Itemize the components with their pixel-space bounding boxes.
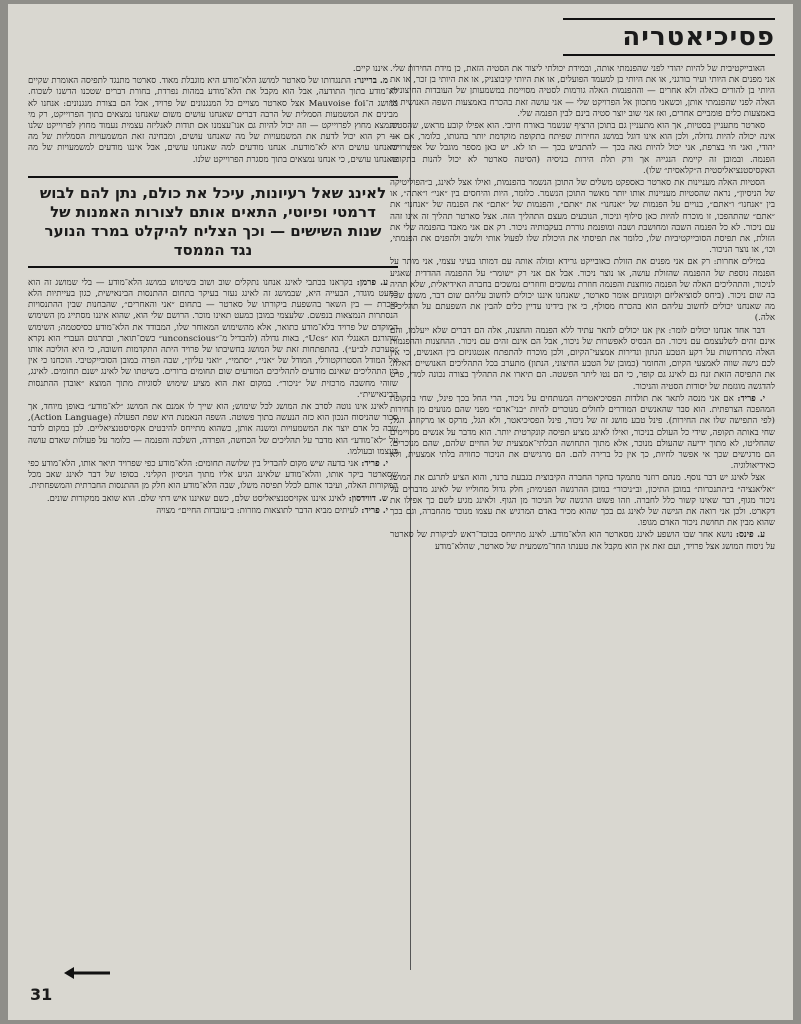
- article-paragraph: [390, 64, 775, 120]
- speaker-name: מ. בריינר:: [353, 76, 389, 87]
- article-paragraph: [390, 473, 775, 529]
- article-paragraph: [28, 402, 398, 458]
- paragraph-text: לעיתים מביא הדבר לתוצאות מוזרות: ב״עובדות החיים״ מצויה: [156, 505, 359, 516]
- article-paragraph: [390, 530, 775, 552]
- speaker-name: ש. דווידסון:: [348, 493, 388, 504]
- paragraph-text: אצל לאינג יש דבר נוסף. מנהם רוזנר מתמקד בחקר החברה הקיבוצית בגבעת ברנר, והוא הציע לתרגם את המושג ״אליאנציה״ ב״התנכרות״ במובן התיכון, וב״ניכור״ במובן ההרגשה הפנימית; חלק גדול מחולייו של לאינג מדברים על ניכור מגוף, דבר שאינו קשור כלל לחברה. וזהו פשוט הרגשה של הניכור מן הגוף. ולאינג מגיע לשם כך אפילו את דקארט. ולכן אני רואה את הגישה של לאינג גם בכך שהוא מכיר באדם המרגיש את עצמו מנוכר מהחברה, וגם בכך שהוא מבין את תחושת ניכור האדם מגופו.: [390, 473, 775, 529]
- paragraph-text: אני בדעה שיש מקום להבדיל בין שלושה תחומים: הלא־מודע כפי שפרויד תיאר אותו, הלא־מודע כפי שסארטר ביקר אותו, והלא־מודע שלאינג הגיע אליו מתוך הניסיון הקליני. בסופו של דבר לאינג שאב מכל המקורות האלה, ועיבד אותם לכלל תפיסה משלו, שבה הלא־מודע הוא חלק מן ההתנסות החברתית והמשפחתית.: [28, 459, 398, 492]
- left-column-top: [28, 64, 398, 166]
- article-paragraph: [390, 394, 775, 472]
- paragraph-text: האובייקטיבית של להיות יהודי לפני שהפנמתי אותה, ובמידת יכולתי ליצור את הסטיה הזאת, כן מידת החירות שלי. אני מפנים את היותי ועיר בורגני, או את היותי בן למעמד הפועלים, או את היותי קיבוצניק, או את היותי בן זכר, או את היותי בן להורים כאלה ולא אחרים — וההפנמות האלה גורמות לסטיה מסויימת במשמעותן של העובדות החיצוניות האלה לפני שהפנמתי אותן, וכשאני מתכוון אל הפרויקט שלי — אני עושה זאת בהכרח באמצעות השפה האנושית או באמצעות כלים פומביים אחרים, ואז אני שוב יוצר סטיה בינם לבין הפנמה שלי.: [390, 64, 775, 119]
- article-paragraph: [390, 178, 775, 256]
- article-paragraph: [28, 459, 398, 493]
- left-column: [28, 64, 398, 970]
- speaker-name: י. פריד:: [737, 393, 765, 404]
- paragraph-text: בקראנו בכתבי לאינג אנחנו נתקלים שוב ושוב בשימוש במושג הלא־מודע — בלי שמושג זה הוא כמעט מוגדר, הבעייה היא, שבמושג זה לאינג נעזר בעיקר בתחום ההתנסות הבינאישית, כגון בעייתיות הלא מוכרת — בין השאר בהשפעת ביקורתו של סארטר — בתחום ״אני והאחרים״, שהבחנות שבין ההתנסויות הנסתרות הנמצאות בנפשם. שלעצמי במובן כמעט תאינו מוכר. הרושם שלי הוא, שהוא איננו מסתייג מן השימוש המוקדם של פרויד בלא־מודע כתואר, אלא מהשימוש המאוחר שלו, המבודד את הלא־מודע כסיסטמה; השימוש שהורגם האנגלי הוא ״Ucs״, באות גדולה (להבדיל מ־״unconscious״ כשם־תואר, ובתרגום העברי הוא נקרא ״מערכת לב״ע״). בהתפתחות זאת של המושג בחשיבתו של פרויד היתה התקדמות חשובה, כי היא הוליכה אותו אל המודל הסטרוקטורלי, המודל של ״אני״, ״סתמי״, ״ואני עליון״, שבה הפרה במובן הסובייקטיבי. הוכחנו כי אין בין התהליכים שאינם מודעים לתהליכים המודעים שום תחומים ברורים. בשיטתו של לאינג ישנם תחומים. לאינג, שזוהי מחשבה מרכזית של ״ניכור״. במקום זאת הוא מציע שימוש לסוגיות מתוך המוצא ״אובדן ההתנסות הבינאישית״.: [28, 277, 398, 400]
- paragraph-text: איננו קיים.: [352, 64, 388, 74]
- speaker-name: י. פריד:: [361, 459, 389, 470]
- section-title: פסיכיאטריה: [622, 22, 775, 52]
- paragraph-text: התנגדותו של סארטר למושג הלא־מודע היא מוגבלת מאוד. סארטר מתנגד לתפיסה האומרת שקיים לא־מודע בתוך התודעה, אבל הוא מקבל את הלא־מודע במהות נפרדת, בחורת דברים שטכנו הדשנו לשכוח. במושג ה־Mauvoise foi אצל סארטר מצויים כל המנגנונים של פרויד, אבל הם בצורת מנגנונים: אנחנו לא מבינים את המשמעות הסמלית של הרבה דברים שאנחנו עושים משום שאנחנו נמצאים בתוך הפרוייקט, רק מי שנמצא מחוץ לפרוייקט — וזה יכול להיות גם אנו־עצמנו אם תודות לאנליזה עצמית נעמוד מחוץ לפרוייקט שלנו — רק הוא יכול לדעת את המשמעויות של מה שאנחנו עושים, ומבחינה זאת המשמעויות הסמליות של מה שאנחנו עושים היא לא־מודעת. אנחנו מודעים למה שאנחנו עושים, אבל איננו מודעים למשמעויות של מה שאנחנו עושים, כי אנחנו נמצאים בתוך מסגרת הפרוייקט שלנו.: [28, 76, 398, 165]
- paragraph-text: במילים אחרות: רק אם אני מפנים את הזולת כאובייקט גרידא ומולה אותה עם דמותו בעיני עצמי, אני מותר על הפנמה נוספת של ההפנמה שהזולת עושה, או נוצר ניכור. אבל אם אני רק ״שומר״ על ההפנמה ההדדית שאגיע לניכור, והתהליכים האלה של הפנמה מוחצנת והפנמה חוזרת נמשכים וחוזרים נמשכים בחברה האידיאלית, שלא תהיה בה שום ניכור. (ביחס לסוציאליזם וקומוניזם אומר סארטר, שאנחנו איננו יכולים לחשוב עליהם שום דבר, משום שכל מה שאנחנו יכולים לחשוב עליהם הוא בהכרח מסולף, כי אין בידינו עדיין כלים להבין את השפעתם על תהליכים אלה.): [390, 257, 775, 324]
- paragraph-text: דבר אחד אנחנו יכולים לומר: אין אנו יכולים לתאר עתיד ללא הפנמה והחצנה, אלה הם דברים שלא ייעלמו, והם אינם זהים לשלעצמם עם ניכור. הם הבסיס לאפשרות של ניכור, אבל הם אינם זהים עם ניכור. ההחצנות וההפנמות האלה מתרחשות על רקע הטבע הנתון ונדירות אמצעי־הקיום, ולכן מוכרח להתפתח אנטגוניזם בין האנשים, כי אין לכם גישה שווה לאמצעי הקיום, והחומר (כמובן של הטבע החיצוני, הנתון) מתערב בכל התהליכים האנושיים האלה. את התפיסה הזאת זנח גם לאינג גם קופר, כי הם נטו ליתר הפשטה. הם תיארו את התהליך בצורה נכונה למדי, פרט להדגשה מוגזמת של יסודות הסטיה והניכור.: [390, 325, 775, 392]
- paragraph-text: הסטיות האלה מעניינות את סארטר כאספקט משלים של התוכן הנשמר בהפנמות, ואילו אצל לאינג, ב״הפוליטיקה של הניסיון״, נראה שהסטיות מעניינות אותו יותר מאשר התוכן הנשמר. כלומר, היות והיחסים בין ״אני״ ו״אתה״, או בין ״אנחנו״ ו״אתם״, בנויים על הפנמות של ״אנחנו״ את ״אתם״, והפנמות של ״אתם״ את הפנמה של ״אנחנו״ את ״אתם״ שהתהפכו, זו מוכרח להיות כאן סילוף וניכור, הנובעים מעצם התהליך הזה. אצל סארטר תהליך זה אינו זהה עם ניכור. לא כל הפנמה השבה ומחושבת ושבה ומופנמת גוררת בעקבותיה ניכור. רק אם אני מאבד בהפנמה שלי את הזולת, את תפיסת הסובייקטיביות שלו, כלומר את תפיסתי את היכולת שלו לפעול אותי ולשוב ולהפנים את הפנמתי, וכו׳, או נוצר הניכור.: [390, 178, 775, 256]
- paragraph-text: סארטר מתעניין בסטיות, אך הוא מתעניין גם בתוכן הרציף שנשמר באורח חיובי. הוא אפילו קובע מראש, שהסטיה אינה יכולה להיות גדולה, ולכן הוא אינו דוגל במושג החירות שפיתח בתקופה מוקדמת יותר בהגותו, כלומר, אם אני יהודי, ואני חי בצרפת, אני יכול להיות גאה בכך — להתביש בכך — תו לא. יש כאן מספר מוגבל של אפשרויות הפנמה. ובמובן זה קיימת הנגייה אך ורק תלת הירות בניסיה (הסיטה סארטר לא יכול להנות בתקופה האקסיסטנציאליסטית ה״קלאסית״ שלו).: [390, 121, 775, 176]
- article-paragraph: [28, 64, 398, 75]
- article-paragraph: [390, 257, 775, 324]
- paragraph-text: נושא אחר שבו הושפע לאינג מסארטר הוא הלא־מודע. לאינג מתייחס בכובד־ראש לביקורת של סארטר על ניסוח המושג אצל פרויד, ועם זאת אין הוא מקבל את טענתו החד־משמעית של סארטר, שהלא־מודע: [390, 530, 775, 552]
- pull-quote: לאינג שאל רעיונות, עיכל את כולם, נתן להם לבוש דרמטי ופיוטי, התאים אותם לצורות האמנות של שנות השישים — וכך הצליח להיקלט במרד הנוער נגד הממסד: [28, 176, 398, 268]
- article-paragraph: [28, 506, 398, 517]
- paragraph-text: לאינג איננו אקזיסטנציאליסט שלם, כשם שאיננו איש דתי שלם. הוא שואב ממקורות שונים.: [46, 493, 346, 504]
- speaker-name: ע. פרמן:: [356, 277, 388, 288]
- right-column: [390, 64, 775, 970]
- speaker-name: י. פריד:: [361, 505, 388, 516]
- paragraph-text: לאינג אינו נוטה לסרב את המושג לכל שימוש; הוא שייך לו אמנם את המושג ״לא־מודע״ באופן מיוחד, אך סבור שהניסוח הנכון הוא כזה הנעשה בתוך פשוטה. השפה הנאמנת היא שפת הפעולה (Action Language), שבה כל אדם יוצר את המשמעויות ומשנה אותן, כשהוא מתייחס להיבטים אקסיסטנציאליים. לכן במקום לדבר על ״לא־מודע״ הוא מדבר על תהליכים של הכחשה, הפרדה, השלכה והפנמה — כלומר על פעולות שאדם עושה בעצמו ובעולמו.: [28, 402, 398, 457]
- article-paragraph: [28, 494, 398, 505]
- article-paragraph: [28, 278, 398, 401]
- continue-arrow-icon: [64, 966, 112, 980]
- article-paragraph: [28, 76, 398, 166]
- magazine-page: [8, 4, 793, 1020]
- page-number: 31: [30, 985, 53, 1004]
- paragraph-text: אם אני מנסה לתאר את תולדות הפסיכיאטריה המנותחים על ניכור, הרי החל בכך פינל, שחי בתקופת המהפכה הצרפתית. הוא סבר שהאנשים המודרים לחולים מנוכרים להיות ״בני־אדם״ מפני שהם מנועים מן החירות (לפי התפישה שלו את החירות). פינל טבע מושג זה של ניכור, פינל הפסיכיאטר, ולא הגל, מרקס או מרקוזה. הגל, שחי באותה תקופה, שידי כל העולם בניכור, ואילו לאינג מציע תפיסה קונקרטית יותר. הוא מדבר על אנשים מסויימים שהחליטו, לא מתוך ידיעה שהעולם מנוכר, אלא מתוך התחושה הבלתי־אמצעית של החיים שלהם, שהם מנוכרים. הם מרגישים שכך אי אפשר לחיות, כך אין כל ברירה להם. הם מרגישים את הניכור כחוויה בלתי אמצעית, ולא כאידיאולוגיה.: [390, 393, 775, 472]
- left-column-bottom: [28, 278, 398, 517]
- article-paragraph: [390, 121, 775, 177]
- article-paragraph: [390, 326, 775, 393]
- section-header: [563, 18, 775, 56]
- speaker-name: ע. פינס:: [735, 530, 766, 541]
